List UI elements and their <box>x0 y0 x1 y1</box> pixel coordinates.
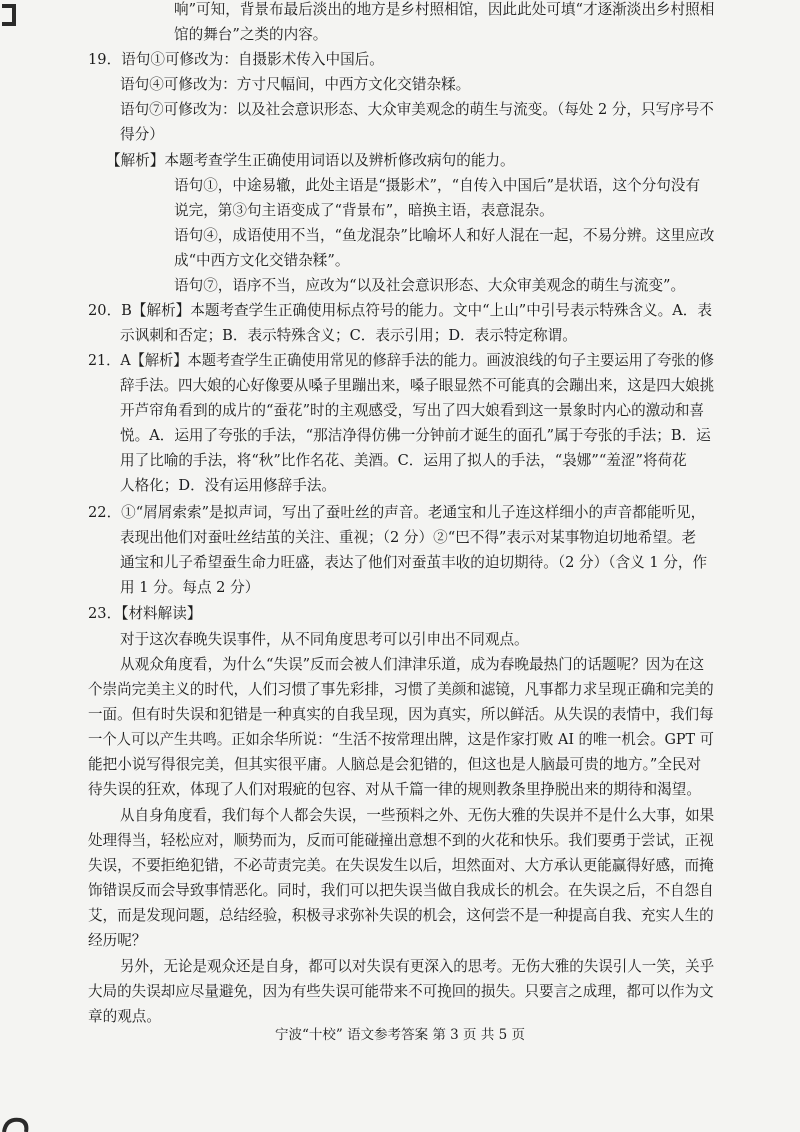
text-line: 人格化；D．没有运用修辞手法。 <box>120 477 337 494</box>
text-line: 得分） <box>120 126 164 143</box>
text-line: 语句⑦可修改为：以及社会意识形态、大众审美观念的萌生与流变。（每处 2 分，只写序号不 <box>120 101 714 118</box>
page-corner-mark-bottom <box>0 1112 34 1132</box>
page-footer: 宁波“十校” 语文参考答案 第 3 页 共 5 页 <box>274 1027 526 1043</box>
text-line: 语句④可修改为：方寸尺幅间，中西方文化交错杂糅。 <box>120 76 471 93</box>
text-line: 响”可知，背景布最后淡出的地方是乡村照相馆，因此此处可填“才逐渐淡出乡村照相 <box>174 1 715 18</box>
page-corner-mark <box>0 0 34 28</box>
text-line: 通宝和儿子希望蚕生命力旺盛，表达了他们对蚕茧丰收的迫切期待。（2 分）（含义 1 分，作 <box>120 554 708 571</box>
text-line: 开芦帘角看到的成片的“蚕花”时的主观感受，写出了四大娘看到这一景象时内心的激动和喜 <box>120 402 705 419</box>
text-line: 用 1 分。每点 2 分） <box>120 579 260 596</box>
text-line: 从自身角度看，我们每个人都会失误，一些预料之外、无伤大雅的失误并不是什么大事，如果 <box>120 807 715 824</box>
text-line: 语句④，成语使用不当，“鱼龙混杂”比喻坏人和好人混在一起，不易分辨。这里应改 <box>174 227 715 244</box>
text-line: 说完，第③句主语变成了“背景布”，暗换主语，表意混杂。 <box>174 202 554 219</box>
text-line: 一面。但有时失误和犯错是一种真实的自我呈现，因为真实，所以鲜活。从失误的表情中，我们每 <box>88 706 714 723</box>
text-line: 成“中西方文化交错杂糅”。 <box>174 252 350 269</box>
text-line: 馆的舞台”之类的内容。 <box>174 26 328 43</box>
text-line: 21．A【解析】本题考查学生正确使用常见的修辞手法的能力。画波浪线的句子主要运用了夸张的修 <box>88 352 715 369</box>
text-line: 悦。A．运用了夸张的手法，“那洁净得仿佛一分钟前才诞生的面孔”属于夸张的手法；B．运 <box>120 427 711 444</box>
text-line: 对于这次春晚失误事件，从不同角度思考可以引申出不同观点。 <box>120 631 529 648</box>
text-line: 饰错误反而会导致事情恶化。同时，我们可以把失误当做自我成长的机会。在失误之后，不自怨自 <box>88 882 714 899</box>
text-line: 从观众角度看，为什么“失误”反而会被人们津津乐道，成为春晚最热门的话题呢？因为在这 <box>120 656 705 673</box>
text-line: 用了比喻的手法，将“秋”比作名花、美酒。C．运用了拟人的手法，“袅娜”“羞涩”将荷花 <box>120 452 687 469</box>
text-line: 处理得当，轻松应对，顺势而为，反而可能碰撞出意想不到的火花和快乐。我们要勇于尝试，正视 <box>88 832 714 849</box>
text-line: 失误，不要拒绝犯错，不必苛责完美。在失误发生以后，坦然面对、大方承认更能赢得好感，而掩 <box>88 857 714 874</box>
text-line: 示讽刺和否定；B．表示特殊含义；C．表示引用；D．表示特定称谓。 <box>120 327 577 344</box>
text-line: 章的观点。 <box>88 1008 161 1025</box>
text-line: 表现出他们对蚕吐丝结茧的关注、重视；（2 分）②“巴不得”表示对某事物迫切地希望。老 <box>120 529 697 546</box>
text-line: 19．语句①可修改为：自摄影术传入中国后。 <box>88 51 384 68</box>
text-line: 语句⑦，语序不当，应改为“以及社会意识形态、大众审美观念的萌生与流变”。 <box>174 277 686 294</box>
text-line: 辞手法。四大娘的心好像要从嗓子里蹦出来，嗓子眼显然不可能真的会蹦出来，这是四大娘挑 <box>120 377 715 394</box>
text-line: 个崇尚完美主义的时代，人们习惯了事先彩排，习惯了美颜和滤镜，凡事都力求呈现正确和完美的 <box>88 681 714 698</box>
text-line: 一个人可以产生共鸣。正如余华所说：“生活不按常理出牌，这是作家打败 AI 的唯一机会。GPT 可 <box>88 731 714 748</box>
text-line: 另外，无论是观众还是自身，都可以对失误有更深入的思考。无伤大雅的失误引人一笑，关乎 <box>120 958 715 975</box>
text-line: 语句①，中途易辙，此处主语是“摄影术”，“自传入中国后”是状语，这个分句没有 <box>174 177 701 194</box>
text-line: 【解析】本题考查学生正确使用词语以及辨析修改病句的能力。 <box>106 152 515 169</box>
text-line: 20．B【解析】本题考查学生正确使用标点符号的能力。文中“上山”中引号表示特殊含义。A．表 <box>88 302 712 319</box>
text-line: 能把小说写得很完美，但其实很平庸。人脑总是会犯错的，但这也是人脑最可贵的地方。”全民对 <box>88 756 702 773</box>
text-line: 艾，而是发现问题，总结经验，积极寻求弥补失误的机会，这何尝不是一种提高自我、充实人生的 <box>88 907 714 924</box>
text-line: 大局的失误却应尽量避免，因为有些失误可能带来不可挽回的损失。只要言之成理，都可以作为文 <box>88 983 714 1000</box>
text-line: 23．【材料解读】 <box>88 605 202 622</box>
text-line: 经历呢？ <box>88 932 147 949</box>
text-line: 待失误的狂欢，体现了人们对瑕疵的包容、对从千篇一律的规则教条里挣脱出来的期待和渴望。 <box>88 781 701 798</box>
text-line: 22．①“屑屑索索”是拟声词，写出了蚕吐丝的声音。老通宝和儿子连这样细小的声音都能听见， <box>88 504 706 521</box>
